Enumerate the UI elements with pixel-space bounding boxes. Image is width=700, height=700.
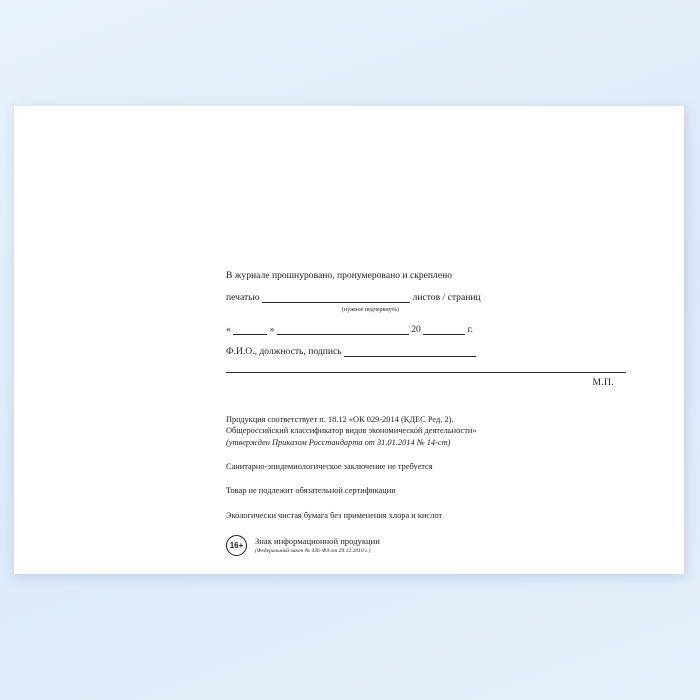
document-content (226, 270, 626, 556)
age-rating-text (255, 537, 380, 554)
certification-line-2 (226, 292, 626, 303)
certification-note: Товар не подлежит обязательной сертификации (226, 486, 396, 496)
legal-notes-block (226, 414, 626, 521)
year-prefix: 20 (411, 323, 421, 335)
underline-note: (нужное подчеркнуть) (342, 307, 399, 314)
sheets-blank-field[interactable] (262, 293, 410, 303)
fio-blank-field[interactable] (344, 347, 476, 357)
age-rating-badge-icon: 16+ (226, 535, 247, 556)
year-suffix: г. (467, 323, 473, 335)
signature-blank-field[interactable] (226, 360, 626, 373)
sanitary-note: Санитарно-эпидемиологическое заключение не требуется (226, 462, 433, 472)
age-rating-law: (Федеральный закон № 436-ФЗ от 29.12.2010 г.) (255, 547, 371, 554)
age-rating-row (226, 535, 626, 556)
certification-line-1 (226, 270, 626, 281)
date-quote-close: » (269, 323, 275, 335)
fio-line (226, 346, 626, 357)
year-blank-field[interactable] (423, 325, 465, 335)
date-quote-open: « (226, 323, 231, 335)
pechat-label: печатью (226, 292, 260, 304)
age-rating-title: Знак информационной продукции (255, 535, 380, 546)
document-page (14, 106, 684, 574)
certification-line-1-text: В журнале прошнуровано, пронумеровано и скреплено (226, 270, 453, 281)
okved-line-3: (утвержден Приказом Росстандарта от 31.01.2014 № 14-ст) (226, 437, 451, 447)
certification-date-line (226, 324, 626, 335)
fio-label: Ф.И.О., должность, подпись (226, 345, 342, 357)
day-blank-field[interactable] (233, 325, 267, 335)
sheets-label: листов / страниц (412, 292, 481, 304)
okved-line-1: Продукция соответствует п. 18.12 «ОК 029-2014 (КДЕС Ред. 2). (226, 415, 454, 425)
certification-block (226, 270, 626, 388)
stamp-place-label: М.П. (592, 377, 614, 389)
okved-line-2: Общероссийский классификатор видов экономической деятельности» (226, 426, 477, 436)
ecology-note: Экологически чистая бумага без применения хлора и кислот (226, 510, 443, 520)
month-blank-field[interactable] (277, 325, 409, 335)
